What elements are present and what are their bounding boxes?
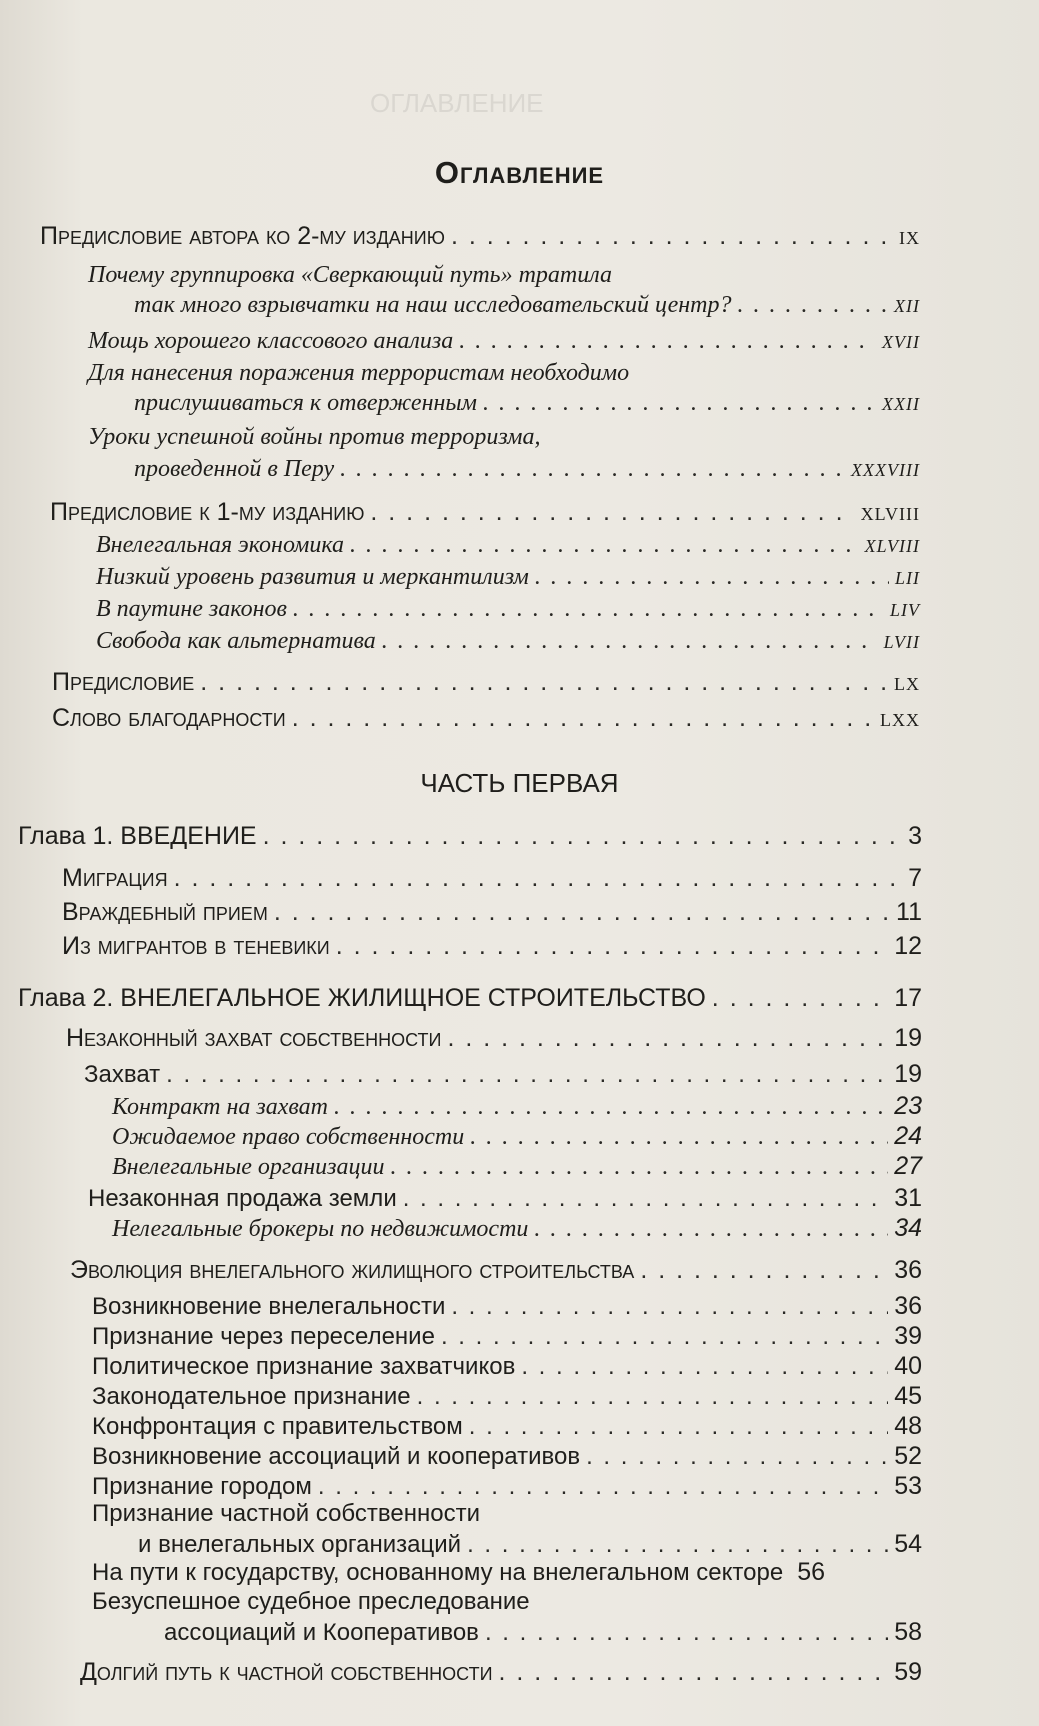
leader-dots bbox=[467, 1531, 888, 1559]
toc-page-number: 17 bbox=[894, 984, 922, 1012]
toc-entry-line: Признание частной собственности bbox=[92, 1500, 480, 1527]
page-header-ghost: ОГЛАВЛЕНИЕ bbox=[370, 88, 544, 118]
toc-entry-title: Политическое признание захватчиков bbox=[92, 1353, 516, 1380]
toc-page-number: 39 bbox=[894, 1322, 922, 1350]
toc-entry[interactable] bbox=[92, 1558, 922, 1587]
leader-dots bbox=[370, 498, 854, 527]
toc-entry-title: Захват bbox=[84, 1061, 161, 1088]
toc-entry-title: Миграция bbox=[62, 864, 168, 892]
part-heading: ЧАСТЬ ПЕРВАЯ bbox=[420, 768, 619, 798]
leader-dots bbox=[451, 222, 893, 251]
toc-entry-title: Возникновение ассоциаций и кооперативов bbox=[92, 1443, 581, 1470]
toc-entry[interactable] bbox=[134, 292, 920, 319]
leader-dots bbox=[166, 1061, 888, 1089]
toc-entry-line: Для нанесения поражения террористам необходимо bbox=[88, 360, 630, 386]
leader-dots bbox=[391, 1154, 889, 1181]
toc-entry-title: Предисловие автора ко 2-му изданию bbox=[40, 222, 445, 250]
toc-entry[interactable] bbox=[92, 1442, 922, 1471]
leader-dots bbox=[263, 822, 902, 851]
leader-dots bbox=[382, 628, 878, 655]
toc-page-number: XLVIII bbox=[860, 504, 920, 524]
toc-page-number: 53 bbox=[894, 1472, 922, 1500]
toc-page-number: 19 bbox=[894, 1024, 922, 1052]
toc-chapter[interactable] bbox=[18, 984, 922, 1013]
toc-entry-title: Признание городом bbox=[92, 1473, 312, 1500]
leader-dots bbox=[292, 704, 874, 733]
toc-entry-title: так много взрывчатки на наш исследовательский центр? bbox=[134, 292, 732, 318]
leader-dots bbox=[483, 390, 876, 417]
leader-dots bbox=[485, 1619, 888, 1647]
toc-entry-title: Контракт на захват bbox=[112, 1094, 329, 1120]
toc-entry-title: Свобода как альтернатива bbox=[96, 628, 376, 654]
toc-page-number: 34 bbox=[894, 1214, 922, 1242]
toc-page-number: 45 bbox=[894, 1382, 922, 1410]
toc-entry-title: Законодательное признание bbox=[92, 1383, 411, 1410]
toc-page-number: LII bbox=[895, 568, 920, 588]
toc-page-number: 58 bbox=[894, 1618, 922, 1646]
leader-dots bbox=[334, 1094, 888, 1121]
toc-page-number: 27 bbox=[894, 1152, 922, 1180]
toc-entry[interactable] bbox=[112, 1122, 922, 1151]
toc-entry[interactable] bbox=[134, 456, 920, 483]
leader-dots bbox=[586, 1443, 888, 1471]
toc-entry-line: Почему группировка «Сверкающий путь» тратила bbox=[88, 262, 613, 288]
toc-entry-title: Нелегальные брокеры по недвижимости bbox=[112, 1216, 529, 1242]
toc-entry[interactable] bbox=[80, 1658, 922, 1687]
leader-dots bbox=[441, 1323, 888, 1351]
leader-dots bbox=[521, 1353, 888, 1381]
toc-page-number: 40 bbox=[894, 1352, 922, 1380]
toc-entry[interactable] bbox=[52, 704, 920, 733]
toc-entry-title: Глава 1. ВВЕДЕНИЕ bbox=[18, 822, 257, 850]
toc-entry-title: Глава 2. ВНЕЛЕГАЛЬНОЕ ЖИЛИЩНОЕ СТРОИТЕЛЬСТВО bbox=[18, 984, 706, 1012]
leader-dots bbox=[499, 1658, 889, 1687]
toc-entry[interactable] bbox=[164, 1618, 922, 1647]
toc-entry[interactable] bbox=[112, 1214, 922, 1243]
toc-entry[interactable] bbox=[50, 498, 920, 527]
toc-page-number: 12 bbox=[894, 932, 922, 960]
toc-entry[interactable] bbox=[70, 1256, 922, 1285]
toc-entry-title: Мощь хорошего классового анализа bbox=[88, 328, 454, 354]
toc-page-number: XXII bbox=[882, 394, 920, 414]
leader-dots bbox=[336, 932, 888, 961]
toc-entry-title: Враждебный прием bbox=[62, 898, 268, 926]
leader-dots bbox=[640, 1256, 888, 1285]
toc-entry[interactable] bbox=[92, 1382, 922, 1411]
toc-page-number: 36 bbox=[894, 1256, 922, 1284]
leader-dots bbox=[737, 292, 888, 319]
toc-page-number: XXXVIII bbox=[851, 460, 920, 480]
toc-page-number: IX bbox=[899, 228, 920, 248]
toc-entry-title: проведенной в Перу bbox=[134, 456, 335, 482]
leader-dots bbox=[340, 456, 845, 483]
toc-entry[interactable] bbox=[92, 1352, 922, 1381]
leader-dots bbox=[174, 864, 903, 893]
toc-entry-title: Внелегальные организации bbox=[112, 1154, 385, 1180]
toc-page-number: 59 bbox=[894, 1658, 922, 1686]
toc-entry-title: Слово благодарности bbox=[52, 704, 286, 732]
leader-dots bbox=[318, 1473, 888, 1501]
toc-entry-title: прислушиваться к отверженным bbox=[134, 390, 477, 416]
leader-dots bbox=[200, 668, 888, 697]
toc-entry-title: Внелегальная экономика bbox=[96, 532, 344, 558]
leader-dots bbox=[447, 1024, 888, 1053]
toc-entry-title: Незаконная продажа земли bbox=[88, 1185, 397, 1212]
toc-entry[interactable] bbox=[112, 1092, 922, 1121]
toc-entry[interactable] bbox=[92, 1322, 922, 1351]
toc-entry-line: Уроки успешной войны против терроризма, bbox=[88, 424, 541, 450]
toc-page-number: XLVIII bbox=[864, 536, 920, 556]
toc-entry-title: и внелегальных организаций bbox=[138, 1531, 462, 1558]
toc-page-number: 24 bbox=[894, 1122, 922, 1150]
leader-dots bbox=[350, 532, 859, 559]
toc-entry[interactable] bbox=[96, 596, 920, 623]
toc-entry-title: В паутине законов bbox=[96, 596, 287, 622]
toc-page-number: 48 bbox=[894, 1412, 922, 1440]
toc-entry[interactable] bbox=[84, 1060, 922, 1089]
toc-entry[interactable] bbox=[62, 898, 922, 927]
toc-page-number: 31 bbox=[894, 1184, 922, 1212]
toc-entry[interactable] bbox=[92, 1292, 922, 1321]
toc-entry-title: ассоциаций и Кооперативов bbox=[164, 1619, 479, 1646]
toc-page-number: 7 bbox=[908, 864, 922, 892]
toc-page-number: XVII bbox=[882, 332, 920, 352]
page-title: Оглавление bbox=[434, 155, 605, 190]
toc-page-number: LVII bbox=[883, 632, 920, 652]
toc-entry-title: Возникновение внелегальности bbox=[92, 1293, 446, 1320]
leader-dots bbox=[274, 898, 890, 927]
toc-entry[interactable] bbox=[96, 628, 920, 655]
toc-page-number: XII bbox=[894, 296, 920, 316]
leader-dots bbox=[403, 1185, 888, 1213]
leader-dots bbox=[470, 1124, 888, 1151]
toc-entry-title: Низкий уровень развития и меркантилизм bbox=[96, 564, 529, 590]
leader-dots bbox=[451, 1293, 888, 1321]
toc-entry[interactable] bbox=[92, 1412, 922, 1441]
toc-entry[interactable] bbox=[134, 390, 920, 417]
leader-dots bbox=[535, 564, 889, 591]
toc-entry[interactable] bbox=[62, 864, 922, 893]
toc-entry-title: Признание через переселение bbox=[92, 1323, 435, 1350]
leader-dots bbox=[417, 1383, 889, 1411]
toc-entry[interactable] bbox=[52, 668, 920, 697]
toc-entry-title: На пути к государству, основанному на внелегальном секторе bbox=[92, 1559, 784, 1586]
toc-page-number: 11 bbox=[896, 898, 922, 926]
toc-entry[interactable] bbox=[40, 222, 920, 251]
toc-entry[interactable] bbox=[138, 1530, 922, 1559]
toc-entry[interactable] bbox=[96, 532, 920, 559]
toc-page-number: 19 bbox=[894, 1060, 922, 1088]
toc-page-number: 54 bbox=[894, 1530, 922, 1558]
toc-page-number: 52 bbox=[894, 1442, 922, 1470]
leader-dots bbox=[293, 596, 884, 623]
toc-entry-line: Безуспешное судебное преследование bbox=[92, 1588, 530, 1615]
toc-page-number: 56 bbox=[797, 1558, 825, 1586]
leader-dots bbox=[712, 984, 888, 1013]
toc-entry-title: Из мигрантов в теневики bbox=[62, 932, 330, 960]
toc-page-number: LXX bbox=[880, 710, 920, 730]
toc-page-number: 36 bbox=[894, 1292, 922, 1320]
toc-entry[interactable] bbox=[88, 328, 920, 355]
leader-dots bbox=[459, 328, 876, 355]
toc-page-number: LX bbox=[894, 674, 920, 694]
toc-entry[interactable] bbox=[88, 1184, 922, 1213]
toc-entry-title: Незаконный захват собственности bbox=[66, 1024, 442, 1052]
toc-entry-title: Долгий путь к частной собственности bbox=[80, 1658, 493, 1686]
toc-entry-title: Эволюция внелегального жилищного строительства bbox=[70, 1256, 635, 1284]
leader-dots bbox=[534, 1216, 888, 1243]
toc-entry[interactable] bbox=[62, 932, 922, 961]
toc-entry-title: Ожидаемое право собственности bbox=[112, 1124, 465, 1150]
toc-entry[interactable] bbox=[66, 1024, 922, 1053]
toc-page-number: 23 bbox=[894, 1092, 922, 1120]
toc-entry-title: Конфронтация с правительством bbox=[92, 1413, 463, 1440]
leader-dots bbox=[469, 1413, 888, 1441]
toc-entry[interactable] bbox=[96, 564, 920, 591]
toc-page-number: LIV bbox=[890, 600, 920, 620]
toc-entry-title: Предисловие bbox=[52, 668, 195, 696]
toc-entry-title: Предисловие к 1-му изданию bbox=[50, 498, 365, 526]
toc-entry[interactable] bbox=[92, 1472, 922, 1501]
toc-chapter[interactable] bbox=[18, 822, 922, 851]
toc-page-number: 3 bbox=[908, 822, 922, 850]
toc-entry[interactable] bbox=[112, 1152, 922, 1181]
